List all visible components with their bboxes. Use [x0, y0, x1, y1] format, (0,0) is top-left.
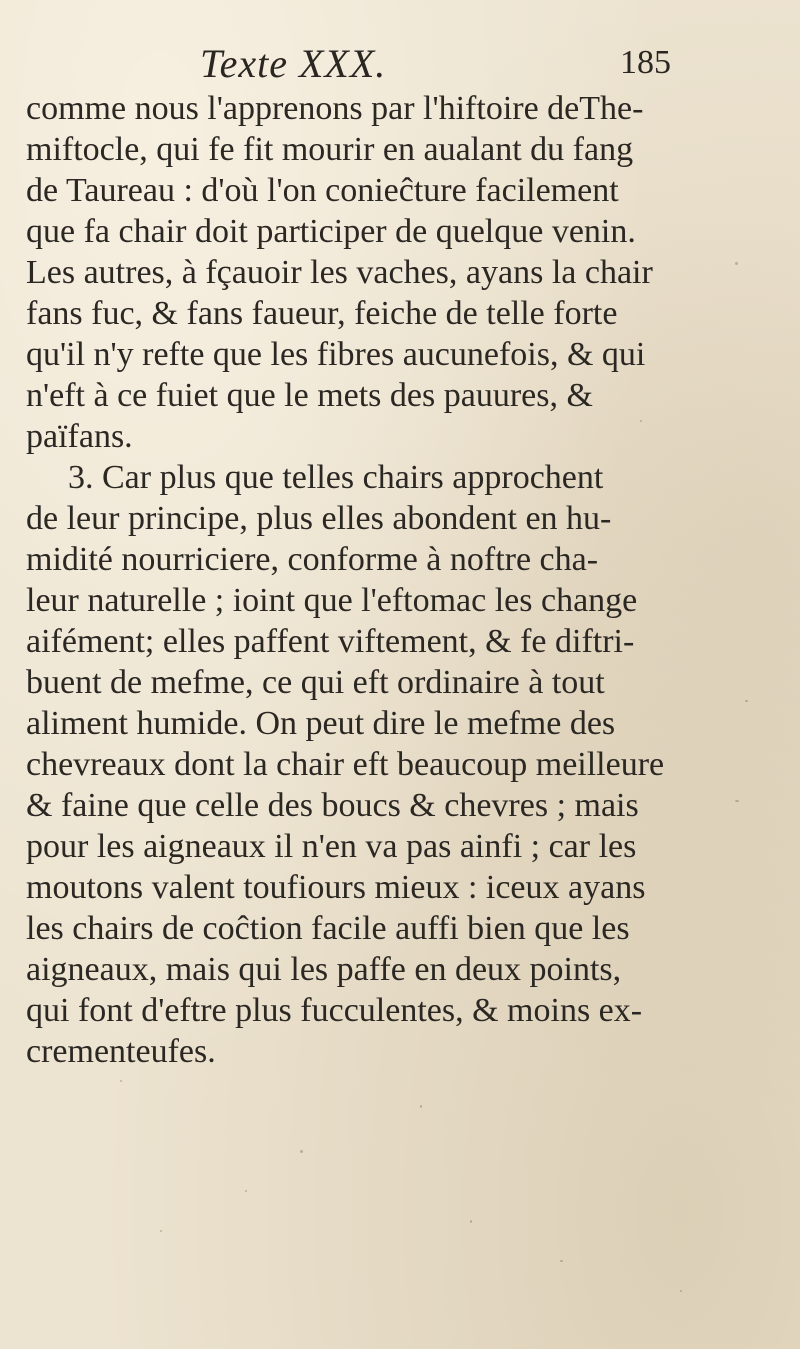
text-line: comme nous l'apprenons par l'hiftoire deThe-: [26, 90, 644, 127]
text-line: chevreaux dont la chair eft beaucoup meilleure: [26, 746, 665, 783]
text-line: buent de mefme, ce qui eft ordinaire à tout: [26, 664, 605, 701]
text-line: païfans.: [26, 418, 133, 455]
paragraph-start-line: 3. Car plus que telles chairs approchent: [68, 459, 604, 496]
text-line: aliment humide. On peut dire le mefme des: [26, 705, 616, 742]
text-line: aifément; elles paffent viftement, & fe diftri-: [26, 623, 635, 660]
page-number: 185: [620, 44, 671, 81]
running-title: Texte XXX.: [200, 41, 387, 86]
running-head: [200, 40, 680, 90]
text-line: que fa chair doit participer de quelque venin.: [26, 213, 636, 250]
text-line: de Taureau : d'où l'on conieĉture facilement: [26, 172, 619, 209]
text-line: & faine que celle des boucs & chevres ; mais: [26, 787, 639, 824]
text-line: Les autres, à fçauoir les vaches, ayans la chair: [26, 254, 653, 291]
text-line: les chairs de coĉtion facile auffi bien que les: [26, 910, 630, 947]
text-line: qui font d'eftre plus fucculentes, & moins ex-: [26, 992, 643, 1029]
body-text: [26, 88, 788, 1072]
text-line: n'eft à ce fuiet que le mets des pauures, &: [26, 377, 593, 414]
text-line: qu'il n'y refte que les fibres aucunefois, & qui: [26, 336, 646, 373]
text-line: crementeufes.: [26, 1033, 216, 1070]
text-line: aigneaux, mais qui les paffe en deux points,: [26, 951, 622, 988]
text-line: leur naturelle ; ioint que l'eftomac les change: [26, 582, 638, 619]
text-line: de leur principe, plus elles abondent en hu-: [26, 500, 612, 537]
text-line: fans fuc, & fans faueur, feiche de telle forte: [26, 295, 618, 332]
text-line: moutons valent toufiours mieux : iceux ayans: [26, 869, 646, 906]
text-line: pour les aigneaux il n'en va pas ainfi ; car les: [26, 828, 637, 865]
text-line: midité nourriciere, conforme à noftre cha-: [26, 541, 599, 578]
text-line: miftocle, qui fe fit mourir en aualant du fang: [26, 131, 634, 168]
